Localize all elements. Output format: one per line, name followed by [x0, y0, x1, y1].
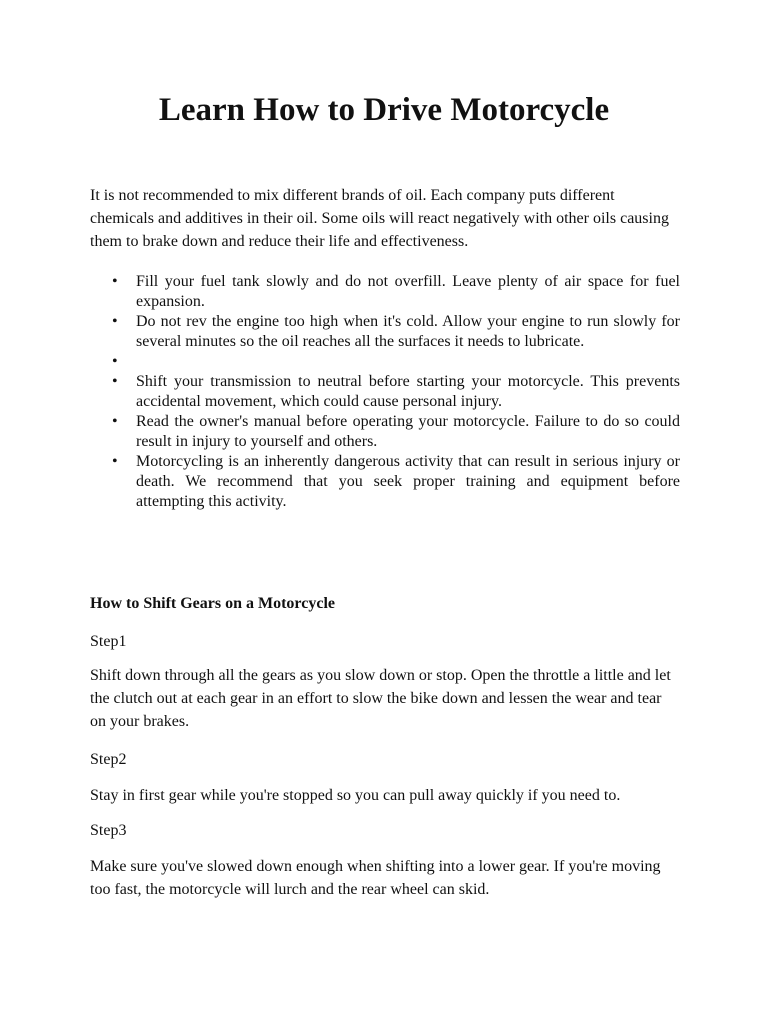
step-label: Step3 [90, 822, 127, 839]
bullet-marker: • [112, 353, 118, 370]
list-item [90, 372, 680, 412]
list-item-text: Do not rev the engine too high when it's cold. Allow your engine to run slowly for several minutes so the oil reaches all the surfaces it needs to lubricate. [136, 313, 680, 350]
step-label: Step1 [90, 633, 127, 650]
list-item-text: Motorcycling is an inherently dangerous activity that can result in serious injury or death. We recommend that you seek proper training and equipment before attempting this activity. [136, 453, 680, 510]
step-text: Shift down through all the gears as you slow down or stop. Open the throttle a little and let the clutch out at each gear in an effort to slow the bike down and lessen the wear and tear on your brakes. [90, 667, 671, 730]
bullet-marker: • [112, 373, 118, 390]
list-item [90, 452, 680, 512]
intro-paragraph: It is not recommended to mix different brands of oil. Each company puts different chemicals and additives in their oil. Some oils will react negatively with other oils causing them to brake down and reduce their life and effectiveness. [90, 187, 669, 250]
step-text: Stay in first gear while you're stopped so you can pull away quickly if you need to. [90, 787, 621, 804]
bullet-marker: • [112, 313, 118, 330]
bullet-marker: • [112, 453, 118, 470]
list-item [90, 312, 680, 352]
bullet-marker: • [112, 273, 118, 290]
list-item [90, 412, 680, 452]
page-title: Learn How to Drive Motorcycle [158, 92, 610, 128]
list-item-text: Read the owner's manual before operating your motorcycle. Failure to do so could result in injury to yourself and others. [136, 413, 680, 450]
step-text: Make sure you've slowed down enough when shifting into a lower gear. If you're moving too fast, the motorcycle will lurch and the rear wheel can skid. [90, 858, 661, 898]
list-item-text: Fill your fuel tank slowly and do not overfill. Leave plenty of air space for fuel expansion. [136, 273, 680, 310]
list-item-text: Shift your transmission to neutral before starting your motorcycle. This prevents accidental movement, which could cause personal injury. [136, 373, 680, 410]
list-item [90, 352, 680, 372]
section-heading: How to Shift Gears on a Motorcycle [90, 595, 335, 612]
step-label: Step2 [90, 751, 127, 768]
tips-list [90, 272, 680, 512]
list-item [90, 272, 680, 312]
bullet-marker: • [112, 413, 118, 430]
